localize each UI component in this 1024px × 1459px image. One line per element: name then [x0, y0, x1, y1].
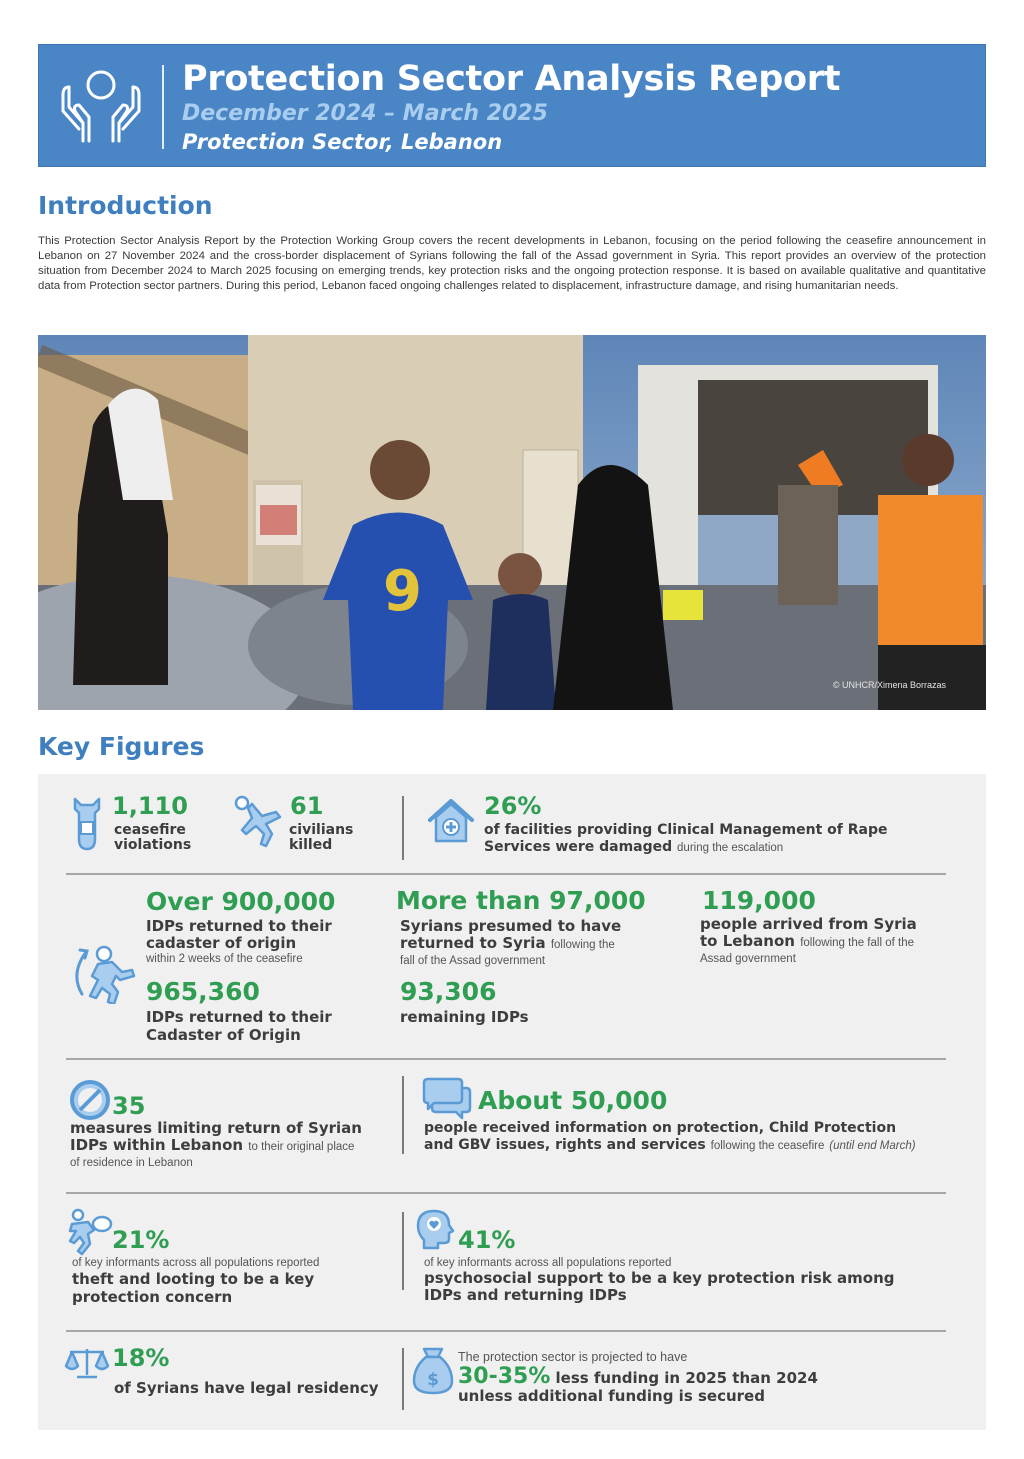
idps-returned-total-value: 965,360	[146, 977, 260, 1006]
svg-text:$: $	[427, 1370, 439, 1390]
row3-divider	[402, 1076, 404, 1154]
funding-value: 30-35%	[458, 1364, 551, 1389]
falling-person-icon	[234, 794, 290, 850]
killed-label: civilians killed	[289, 822, 354, 853]
report-header-banner	[38, 44, 986, 167]
row5-divider	[402, 1348, 404, 1410]
psychosocial-label: of key informants across all populations reported psychosocial support to be a key protection risk among IDPs and returning IDPs	[424, 1257, 895, 1304]
row2-separator	[66, 1058, 946, 1060]
head-heart-icon	[416, 1208, 456, 1254]
funding-intro: The protection sector is projected to have	[458, 1350, 688, 1364]
hands-protecting-person-icon	[59, 65, 143, 145]
information-label: people received information on protection, Child Protection and GBV issues, rights and services following the ceasefire (until end March)	[424, 1120, 916, 1153]
photo-illustration	[38, 335, 986, 710]
row4-separator	[66, 1330, 946, 1332]
residency-value: 18%	[112, 1344, 170, 1372]
introduction-heading: Introduction	[38, 191, 213, 220]
theft-value: 21%	[112, 1226, 170, 1254]
facilities-label: of facilities providing Clinical Management of Rape Services were damaged during the escalation	[484, 822, 888, 855]
syrians-returned-value: More than 97,000	[396, 886, 646, 915]
missile-icon	[70, 796, 104, 852]
theft-label: of key informants across all populations reported theft and looting to be a key protection concern	[72, 1257, 320, 1306]
report-title: Protection Sector Analysis Report	[182, 59, 841, 99]
measures-label: measures limiting return of Syrian IDPs within Lebanon to their original place of residence in Lebanon	[70, 1119, 362, 1169]
prohibited-icon	[68, 1078, 112, 1122]
residency-label: of Syrians have legal residency	[114, 1379, 379, 1397]
psychosocial-value: 41%	[458, 1226, 516, 1254]
information-value: About 50,000	[478, 1086, 668, 1115]
violations-label: ceasefire violations	[114, 822, 192, 853]
measures-value: 35	[112, 1092, 146, 1120]
key-figures-heading: Key Figures	[38, 732, 205, 761]
scales-icon	[64, 1346, 110, 1380]
funding-label: 30-35% less funding in 2025 than 2024 unless additional funding is secured	[458, 1364, 818, 1405]
row3-separator	[66, 1192, 946, 1194]
row1-divider	[402, 796, 404, 860]
idps-returned-2w-label: IDPs returned to their cadaster of origin within 2 weeks of the ceasefire	[146, 917, 332, 965]
thief-running-icon	[66, 1208, 114, 1258]
row1-separator	[66, 873, 946, 875]
killed-value: 61	[290, 792, 324, 820]
row4-divider	[402, 1212, 404, 1290]
remaining-idps-value: 93,306	[400, 977, 497, 1006]
facilities-value: 26%	[484, 792, 542, 820]
returning-person-icon	[70, 940, 138, 1004]
banner-divider	[162, 65, 164, 149]
health-facility-icon	[426, 796, 476, 846]
report-sector: Protection Sector, Lebanon	[182, 130, 503, 154]
key-figures-panel	[38, 774, 986, 1430]
syrians-returned-label: Syrians presumed to have returned to Syria following the fall of the Assad government	[400, 917, 622, 967]
arrived-value: 119,000	[702, 886, 816, 915]
remaining-idps-label: remaining IDPs	[400, 1008, 529, 1026]
arrived-label: people arrived from Syria to Lebanon following the fall of the Assad government	[700, 915, 917, 965]
introduction-body: This Protection Sector Analysis Report by the Protection Working Group covers the recent developments in Lebanon, focusing on the period following the ceasefire announcement in Lebanon on 27 November 2024 and the cross-border displacement of Syrians following the fall of the Assad government in Syria. This report provides an overview of the protection situation from December 2024 to March 2025 focusing on emerging trends, key protection risks and the ongoing protection response. It is based on available qualitative and quantitative data from Protection sector partners. During this period, Lebanon faced ongoing challenges related to displacement, infrastructure damage, and rising humanitarian needs.	[38, 235, 986, 292]
cover-photo	[38, 335, 986, 710]
money-bag-icon	[412, 1346, 454, 1396]
photo-credit: © UNHCR/Ximena Borrazas	[832, 680, 946, 690]
speech-bubbles-icon	[422, 1076, 474, 1120]
idps-returned-total-label: IDPs returned to their Cadaster of Origin	[146, 1008, 332, 1044]
violations-value: 1,110	[112, 792, 188, 820]
idps-returned-2w-value: Over 900,000	[146, 887, 336, 916]
svg-text:9: 9	[383, 559, 422, 624]
report-period: December 2024 – March 2025	[182, 101, 548, 126]
